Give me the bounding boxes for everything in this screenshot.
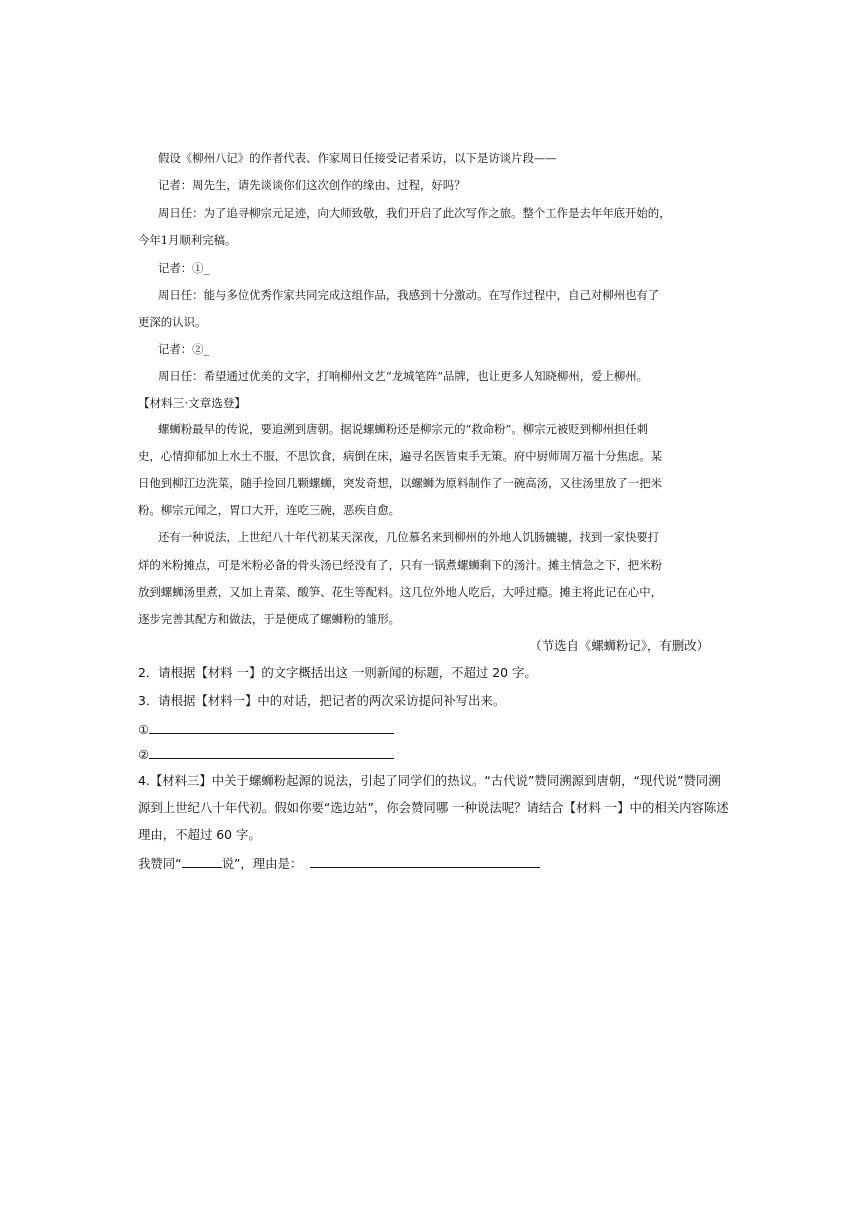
interview-answer-2-line-2: 更深的认识。	[138, 315, 207, 329]
interview-answer-3-line-1: 周日任：希望通过优美的文字，打响柳州文艺“龙城笔阵”品牌，也让更多人知晓柳州，爱上柳州。	[158, 369, 649, 383]
interview-answer-2-line-1: 周日任：能与多位优秀作家共同完成这组作品，我感到十分激动。在写作过程中，自己对柳州也有了	[158, 288, 660, 302]
material-3-paragraph-2-line-3: 放到螺蛳汤里煮，又加上青菜、酸笋、花生等配料。这几位外地人吃后，大呼过瘾。摊主将此记在心中，	[138, 585, 662, 599]
material-3-paragraph-2-line-1: 还有一种说法，上世纪八十年代初某天深夜，几位慕名来到柳州的外地人饥肠辘辘，找到一家快要打	[158, 530, 660, 544]
answer-reason-blank[interactable]	[310, 855, 540, 868]
material-3-paragraph-1-line-3: 日他到柳江边洗菜，随手捡回几颗螺蛳，突发奇想，以螺蛳为原料制作了一碗高汤，又往汤里放了一把米	[138, 476, 662, 490]
interview-question-2: 记者：①_	[158, 261, 210, 275]
answer-choice-blank[interactable]	[182, 855, 222, 868]
answer-blank-1-line[interactable]	[149, 721, 394, 734]
answer-blank-2-line[interactable]	[149, 746, 394, 759]
material-3-paragraph-1-line-4: 粉。柳宗元闻之，胃口大开，连吃三碗，恶疾自愈。	[138, 503, 400, 517]
question-4-line-2: 源到上世纪八十年代初。假如你要“选边站”，你会赞同哪 一种说法呢？请结合【材料 一】中的相关内容陈述	[138, 800, 729, 815]
interview-question-3: 记者：②_	[158, 342, 210, 356]
question-2: 2．请根据【材料 一】的文字概括出这 一则新闻的标题，不超过 20 字。	[138, 665, 537, 680]
answer-mid: 说”，理由是：	[221, 856, 303, 871]
answer-blank-1-label: ①	[138, 722, 150, 737]
interview-question-1: 记者：周先生，请先谈谈你们这次创作的缘由、过程，好吗？	[158, 178, 466, 192]
material-3-heading: 【材料三·文章选登】	[138, 396, 247, 410]
interview-answer-1-line-2: 今年1月顺利完稿。	[138, 233, 237, 247]
question-4-line-1: 4.【材料三】中关于螺蛳粉起源的说法，引起了同学们的热议。“古代说”赞同溯源到唐朝，“现代说”赞同溯	[138, 773, 721, 788]
answer-blank-1	[138, 721, 394, 738]
question-3: 3．请根据【材料一】中的对话，把记者的两次采访提问补写出来。	[138, 693, 506, 708]
answer-blank-2	[138, 746, 394, 763]
answer-prefix: 我赞同“	[138, 856, 182, 871]
interview-intro: 假设《柳州八记》的作者代表、作家周日任接受记者采访，以下是访谈片段——	[158, 151, 557, 165]
interview-answer-1-line-1: 周日任：为了追寻柳宗元足迹，向大师致敬，我们开启了此次写作之旅。整个工作是去年年底开始的，	[158, 206, 671, 220]
answer-blank-2-label: ②	[138, 747, 150, 762]
material-3-source: （节选自《螺蛳粉记》，有删改）	[529, 638, 709, 653]
material-3-paragraph-2-line-2: 烊的米粉摊点，可是米粉必备的骨头汤已经没有了，只有一锅煮螺蛳剩下的汤汁。摊主情急之下，把米粉	[138, 558, 662, 572]
question-4-line-3: 理由，不超过 60 字。	[138, 827, 261, 842]
material-3-paragraph-2-line-4: 逐步完善其配方和做法，于是便成了螺蛳粉的雏形。	[138, 612, 400, 626]
answer-choice-line	[138, 855, 540, 872]
material-3-paragraph-1-line-1: 螺蛳粉最早的传说，要追溯到唐朝。据说螺蛳粉还是柳宗元的“救命粉”。柳宗元被贬到柳州担任刺	[158, 422, 649, 436]
material-3-paragraph-1-line-2: 史，心情抑郁加上水土不服，不思饮食，病倒在床，遍寻名医皆束手无策。府中厨师周万福十分焦虑。某	[138, 449, 662, 463]
